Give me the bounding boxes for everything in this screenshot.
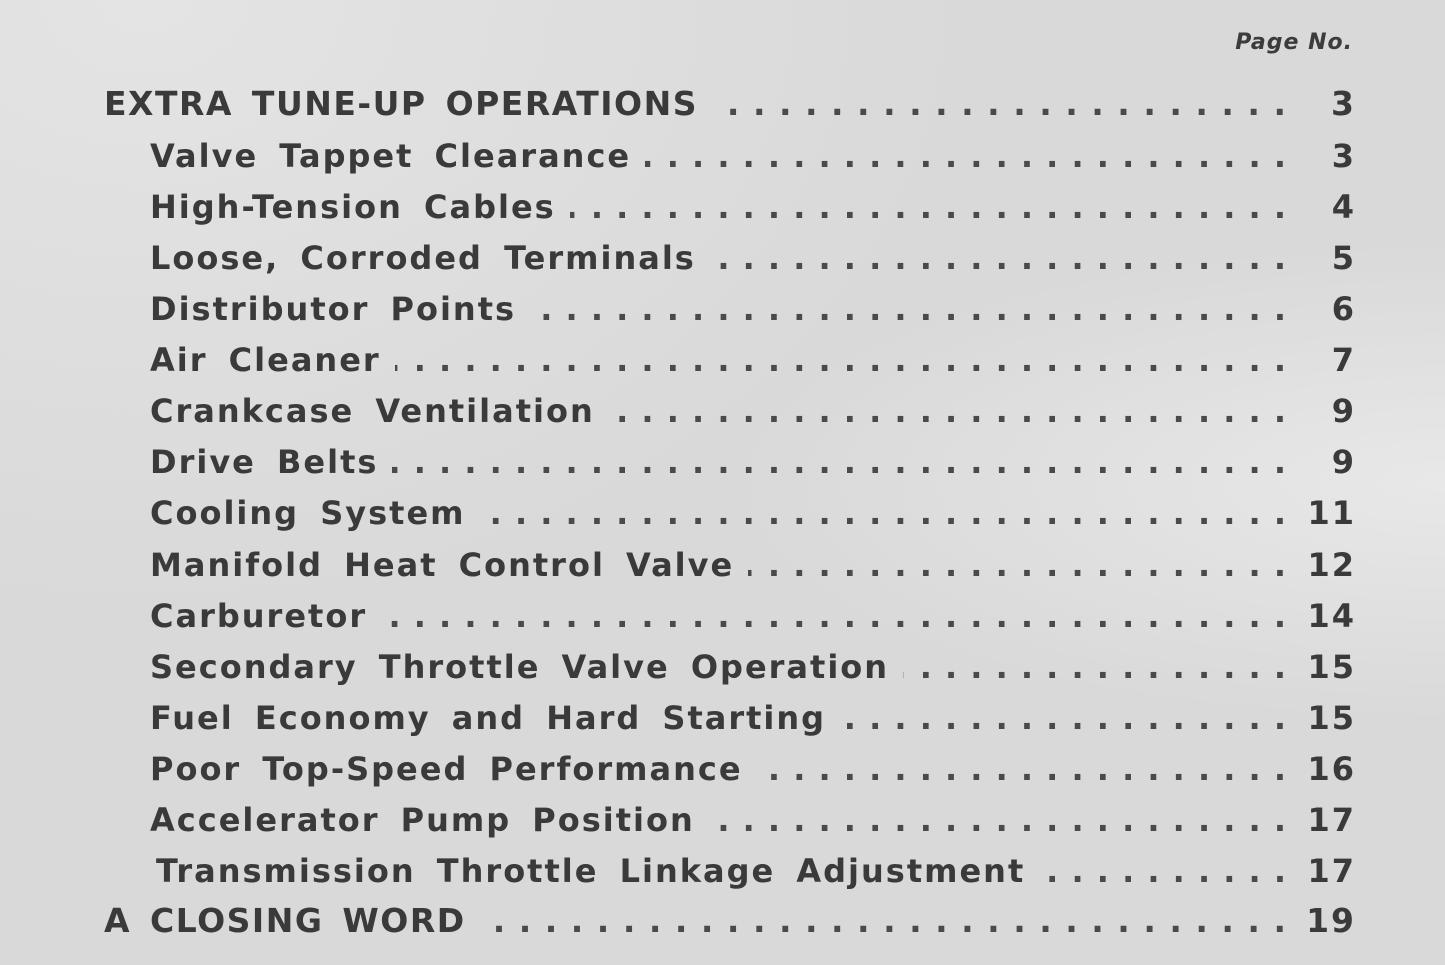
dot-leader [530,285,1286,333]
toc-entry-page: 7 [1331,341,1356,379]
toc-entry-page: 9 [1331,392,1356,430]
toc-entry-title: Secondary Throttle Valve Operation [150,648,890,686]
toc-entry-page: 4 [1331,188,1356,226]
toc-entry[interactable] [150,796,1356,844]
dot-leader [1039,847,1286,895]
dot-leader [710,234,1286,282]
toc-entry[interactable] [150,489,1356,537]
dot-leader [395,336,1286,384]
toc-entry-title: High-Tension Cables [150,188,556,226]
dot-leader [709,796,1286,844]
toc-entry-title: Distributor Points [150,290,517,328]
toc-entry-title: Drive Belts [150,443,379,481]
toc-entry-title: Crankcase Ventilation [150,392,595,430]
toc-entry-page: 11 [1307,494,1356,532]
toc-entry[interactable] [150,336,1356,384]
toc-entry-page: 9 [1331,443,1356,481]
dot-leader [392,438,1286,486]
dot-leader [381,592,1286,640]
toc-entry-title: Valve Tappet Clearance [150,137,632,175]
toc-entry[interactable] [104,897,1356,945]
toc-entry-page: 15 [1307,648,1356,686]
toc-entry-title: Accelerator Pump Position [150,801,695,839]
toc-entry-page: 5 [1331,239,1356,277]
dot-leader [570,183,1286,231]
toc-entry-title: Poor Top-Speed Performance [150,750,743,788]
toc-entry-title: Carburetor [150,597,368,635]
toc-entry-title: Transmission Throttle Linkage Adjustment [156,852,1026,890]
toc-entry[interactable] [150,745,1356,793]
dot-leader [757,745,1286,793]
toc-entry-page: 12 [1307,546,1356,584]
dot-leader [480,897,1286,945]
toc-entry-title: EXTRA TUNE-UP OPERATIONS [104,84,698,123]
toc-entry[interactable] [150,387,1356,435]
dot-leader [645,132,1286,180]
dot-leader [748,541,1286,589]
toc-entry-page: 16 [1307,750,1356,788]
toc-entry-page: 6 [1331,290,1356,328]
toc-entry-page: 17 [1307,801,1356,839]
page-number-column-header: Page No. [1235,30,1353,55]
toc-entry-page: 14 [1307,597,1356,635]
toc-entry[interactable] [150,183,1356,231]
toc-entry[interactable] [150,234,1356,282]
toc-entry[interactable] [150,541,1356,589]
dot-leader [609,387,1286,435]
toc-entry-title: Cooling System [150,494,466,532]
toc-entry[interactable] [150,694,1356,742]
toc-entry[interactable] [156,847,1356,895]
toc-entry-page: 15 [1307,699,1356,737]
dot-leader [840,694,1286,742]
toc-entry[interactable] [150,643,1356,691]
dot-leader [480,489,1286,537]
toc-entry-page: 3 [1331,137,1356,175]
toc-entry-title: Loose, Corroded Terminals [150,239,696,277]
toc-entry[interactable] [150,592,1356,640]
toc-entry-page: 17 [1307,852,1356,890]
dot-leader [903,643,1286,691]
toc-entry[interactable] [150,285,1356,333]
dot-leader [712,80,1286,128]
toc-entry-title: Fuel Economy and Hard Starting [150,699,827,737]
toc-entry[interactable] [150,132,1356,180]
toc-entry[interactable] [104,80,1356,128]
toc-entry[interactable] [150,438,1356,486]
toc-entry-title: Air Cleaner [150,341,381,379]
toc-entry-page: 19 [1306,901,1356,940]
toc-entry-title: Manifold Heat Control Valve [150,546,735,584]
toc-entry-page: 3 [1331,84,1356,123]
toc-entry-title: A CLOSING WORD [104,901,466,940]
